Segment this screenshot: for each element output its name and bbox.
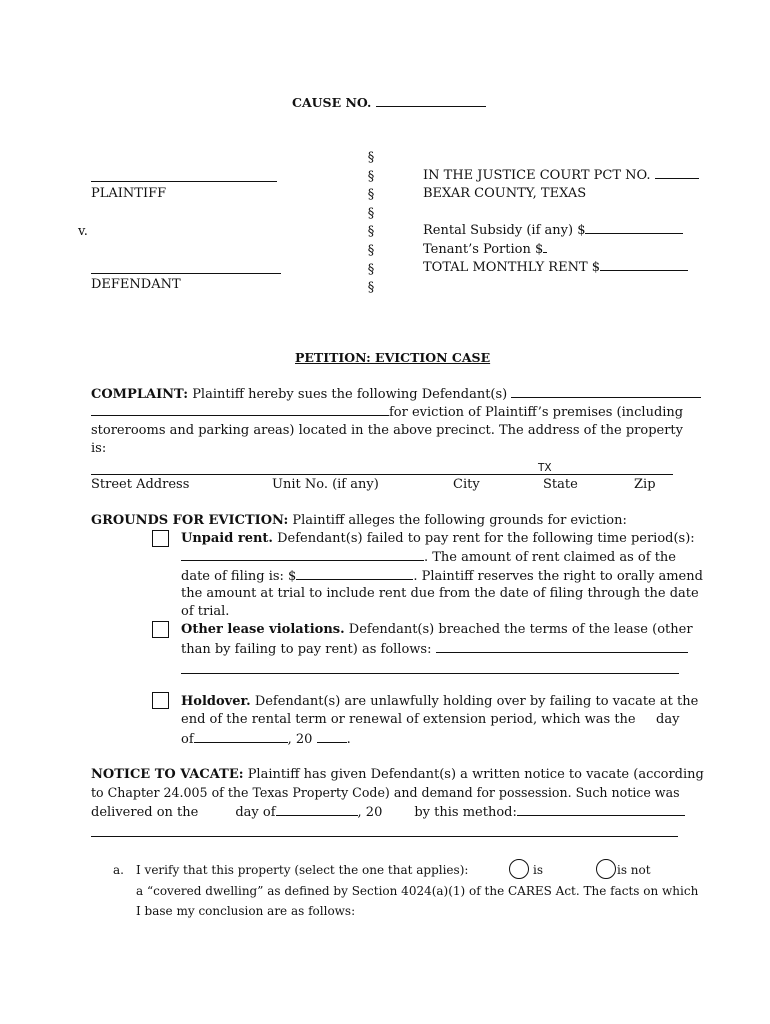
notice-method-field[interactable] xyxy=(517,804,685,816)
defendant-label: DEFENDANT xyxy=(91,277,181,292)
tenant-portion-field[interactable] xyxy=(543,241,547,253)
unpaid-rent-line-1 xyxy=(181,531,695,547)
versus-label: v. xyxy=(78,224,88,239)
unpaid-rent-checkbox[interactable] xyxy=(152,530,169,547)
unpaid-rent-text-4: the amount at trial to include rent due from the date of filing through the date xyxy=(181,586,699,601)
zip-label: Zip xyxy=(634,477,656,492)
complaint-text-3: storerooms and parking areas) located in the above precinct. The address of the property xyxy=(91,423,683,438)
property-address-field[interactable] xyxy=(91,474,673,475)
rent-amount-field[interactable] xyxy=(296,568,413,580)
unpaid-rent-text-3a: date of filing is: $ xyxy=(181,569,297,584)
grounds-line xyxy=(91,513,627,529)
violations-description-field[interactable] xyxy=(436,641,688,653)
unpaid-rent-title: Unpaid rent. xyxy=(181,531,273,546)
grounds-intro: Plaintiff alleges the following grounds for eviction: xyxy=(292,513,627,528)
court-precinct-label: IN THE JUSTICE COURT PCT NO. xyxy=(423,168,651,183)
unpaid-rent-text-5: of trial. xyxy=(181,604,230,619)
state-value: TX xyxy=(538,462,552,474)
holdover-text-2a: end of the rental term or renewal of extension period, which was the xyxy=(181,712,636,727)
street-address-label: Street Address xyxy=(91,477,190,492)
cares-marker: a. xyxy=(113,863,124,877)
notice-text-3d: by this method: xyxy=(414,805,517,820)
section-symbol: § xyxy=(367,168,375,184)
other-violations-line-1 xyxy=(181,622,693,638)
holdover-text-3a: of xyxy=(181,732,194,747)
holdover-text-1: Defendant(s) are unlawfully holding over by failing to vacate at the xyxy=(254,694,699,709)
holdover-text-3c: . xyxy=(346,732,351,747)
holdover-text-2b: day xyxy=(656,712,680,727)
tenant-portion-line xyxy=(423,241,547,258)
section-symbol: § xyxy=(367,224,375,240)
rent-period-field[interactable] xyxy=(181,549,424,561)
notice-text-3c: , 20 xyxy=(357,805,383,820)
notice-month-field[interactable] xyxy=(276,804,358,816)
covered-dwelling-is-label: is xyxy=(533,863,543,877)
cares-text-2: a “covered dwelling” as defined by Section 4024(a)(1) of the CARES Act. The facts on which xyxy=(136,884,699,898)
rental-subsidy-field[interactable] xyxy=(585,222,683,234)
complaint-line-1 xyxy=(91,386,701,403)
defendant-name-field[interactable] xyxy=(91,273,281,274)
notice-heading: NOTICE TO VACATE: xyxy=(91,767,244,782)
complaint-text-2: for eviction of Plaintiff’s premises (including xyxy=(389,405,684,420)
section-symbol: § xyxy=(367,280,375,296)
unpaid-rent-text-3b: . Plaintiff reserves the right to orally amend xyxy=(413,569,703,584)
complaint-text-1: Plaintiff hereby sues the following Defendant(s) xyxy=(192,387,508,402)
section-symbol: § xyxy=(367,187,375,203)
holdover-line-1 xyxy=(181,694,699,710)
rental-subsidy-line xyxy=(423,222,683,239)
cause-number-field[interactable] xyxy=(376,95,486,107)
total-rent-label: TOTAL MONTHLY RENT $ xyxy=(423,260,601,275)
holdover-checkbox[interactable] xyxy=(152,692,169,709)
cares-text-3: I base my conclusion are as follows: xyxy=(136,904,356,918)
holdover-year-field[interactable] xyxy=(317,731,347,743)
defendant-names-field-continued[interactable] xyxy=(91,404,389,416)
total-rent-field[interactable] xyxy=(600,259,688,271)
notice-text-1: Plaintiff has given Defendant(s) a written notice to vacate (according xyxy=(247,767,704,782)
plaintiff-label: PLAINTIFF xyxy=(91,186,167,201)
covered-dwelling-is-not-radio[interactable] xyxy=(596,859,616,879)
section-symbol: § xyxy=(367,150,375,165)
plaintiff-name-field[interactable] xyxy=(91,181,277,182)
unpaid-rent-line-2 xyxy=(181,549,676,566)
complaint-text-4: is: xyxy=(91,441,107,456)
notice-text-3a: delivered on the xyxy=(91,805,199,820)
petition-title: PETITION: EVICTION CASE xyxy=(295,350,491,365)
other-violations-text-2: than by failing to pay rent) as follows: xyxy=(181,642,432,657)
unpaid-rent-text-2: . The amount of rent claimed as of the xyxy=(424,550,676,565)
other-violations-text-1: Defendant(s) breached the terms of the lease (other xyxy=(348,622,693,637)
cares-text-1: I verify that this property (select the one that applies): xyxy=(136,863,469,877)
section-symbol: § xyxy=(367,261,375,277)
precinct-number-field[interactable] xyxy=(655,167,699,179)
cause-number-line xyxy=(292,95,486,111)
complaint-line-2 xyxy=(91,404,683,421)
section-symbol: § xyxy=(367,205,375,221)
notice-line-3 xyxy=(91,804,685,821)
notice-text-2: to Chapter 24.005 of the Texas Property Code) and demand for possession. Such notice was xyxy=(91,785,680,800)
city-label: City xyxy=(453,477,480,492)
notice-line-1 xyxy=(91,767,704,783)
covered-dwelling-is-radio[interactable] xyxy=(509,859,529,879)
unit-number-label: Unit No. (if any) xyxy=(272,477,379,492)
covered-dwelling-is-not-label: is not xyxy=(617,863,651,877)
cause-number-label: CAUSE NO. xyxy=(292,95,372,110)
section-symbol: § xyxy=(367,243,375,258)
total-rent-line xyxy=(423,259,688,276)
state-label: State xyxy=(543,477,578,492)
other-violations-line-2 xyxy=(181,641,688,658)
court-precinct-line xyxy=(423,167,699,184)
tenant-portion-label: Tenant’s Portion $ xyxy=(423,242,544,257)
defendant-names-field[interactable] xyxy=(511,386,701,398)
other-violations-checkbox[interactable] xyxy=(152,621,169,638)
holdover-title: Holdover. xyxy=(181,694,251,709)
holdover-month-field[interactable] xyxy=(194,731,288,743)
unpaid-rent-text-1: Defendant(s) failed to pay rent for the following time period(s): xyxy=(277,531,695,546)
county-label: BEXAR COUNTY, TEXAS xyxy=(423,186,587,201)
notice-method-field-continued[interactable] xyxy=(91,836,678,837)
holdover-text-3b: , 20 xyxy=(287,732,313,747)
unpaid-rent-line-3 xyxy=(181,568,703,585)
rental-subsidy-label: Rental Subsidy (if any) $ xyxy=(423,223,586,238)
other-violations-title: Other lease violations. xyxy=(181,622,345,637)
violations-description-field-continued[interactable] xyxy=(181,673,679,674)
notice-text-3b: day of xyxy=(235,805,276,820)
grounds-heading: GROUNDS FOR EVICTION: xyxy=(91,513,289,528)
holdover-line-3 xyxy=(181,731,351,748)
complaint-heading: COMPLAINT: xyxy=(91,387,189,402)
